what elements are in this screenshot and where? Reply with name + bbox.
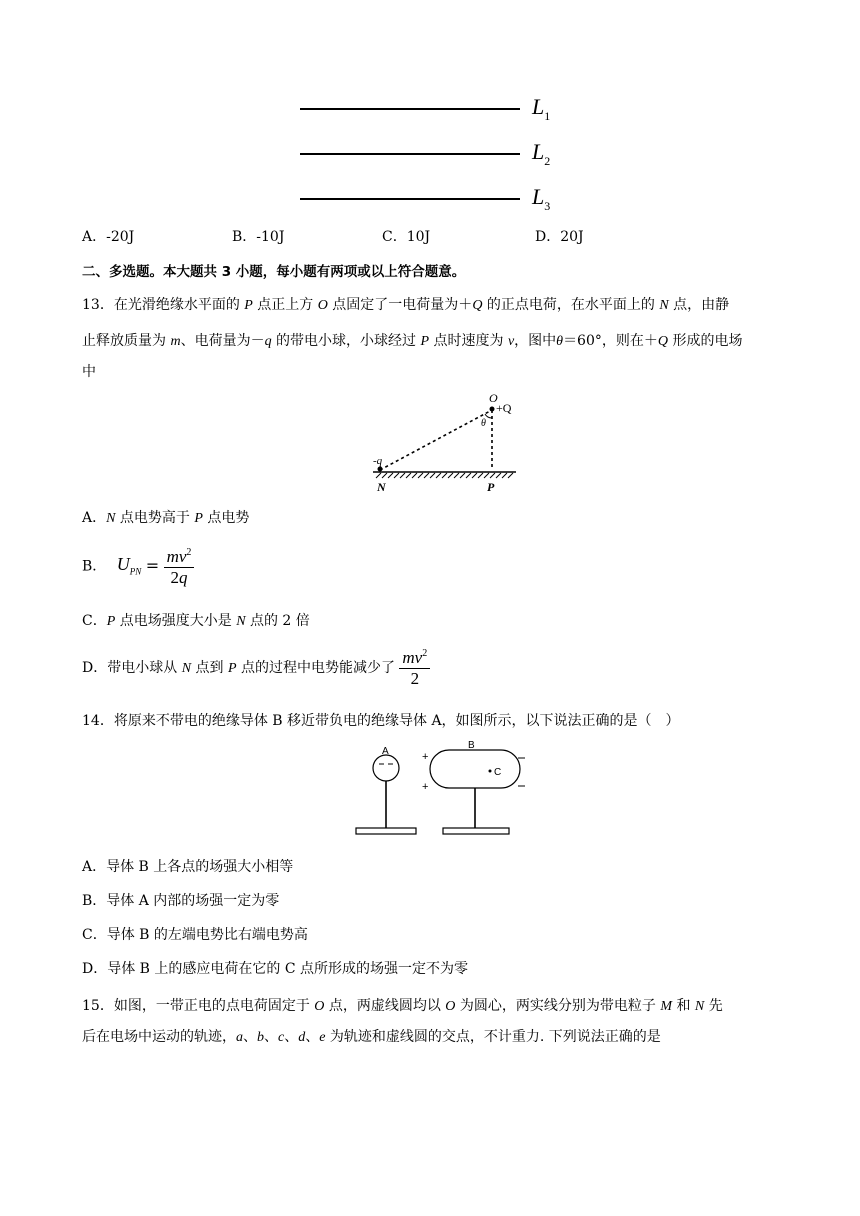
label-theta: θ [481,418,486,429]
label-l1: $L_1$ [532,94,551,123]
fraction-mv2-over-2q: $\frac{mv^2}{2q}$ [164,543,195,588]
parallel-lines-figure [290,90,530,220]
q14-figure [350,740,540,842]
q13-stem-line2: 止释放质量为 m、电荷量为－q 的带电小球，小球经过 P 点时速度为 v，图中θ＝60°，则在＋Q 形成的电场 [82,333,743,349]
label-l3: $L_3$ [532,184,551,213]
b-plus-bottom: + [422,781,429,793]
point-o-charge [490,407,495,412]
fraction-mv2-over-2: $\frac{mv^2}{2}$ [399,644,430,689]
label-l2: $L_2$ [532,139,551,168]
q15-stem-line1: 15．如图，一带正电的点电荷固定于 O 点，两虚线圆均以 O 为圆心，两实线分别为带电粒子 M 和 N 先 [82,998,723,1014]
q12-option-d[interactable]: D．20J [535,229,584,245]
q13-option-a[interactable]: A．N 点电势高于 P 点电势 [82,510,250,526]
ground-hatch [376,473,513,478]
q13-option-d[interactable]: D．带电小球从 N 点到 P 点的过程中电势能减少了 $\frac{mv^2}{2}$ [82,644,430,689]
ball-minus-q [378,467,383,472]
label-minus-q: -q [373,455,383,467]
conductor-b [430,750,520,788]
section-heading: 二、多选题。本大题共 3 小题，每小题有两项或以上符合题意。 [82,264,466,280]
label-plus-q: +Q [496,401,512,415]
q12-option-a[interactable]: A．-20J [82,229,135,245]
q13-stem-line1: 13．在光滑绝缘水平面的 P 点正上方 O 点固定了一电荷量为＋Q 的正点电荷，在水平面上的 N 点，由静 [82,297,730,313]
label-o: O [489,391,498,405]
point-c-dot [489,770,492,773]
label-a: A [382,746,389,757]
q13-option-b[interactable]: B． $U_{PN}$ = $\frac{mv^2}{2q}$ [82,543,194,588]
q14-stem: 14．将原来不带电的绝缘导体 B 移近带负电的绝缘导体 A，如图所示，以下说法正确的是（ ） [82,713,680,729]
q12-option-b[interactable]: B．-10J [232,229,285,245]
q15-stem-line2: 后在电场中运动的轨迹，a、b、c、d、e 为轨迹和虚线圆的交点，不计重力. 下列说法正确的是 [82,1029,661,1045]
label-c: C [494,767,502,778]
stand-b-base [443,828,509,834]
u-pn-symbol: $U_{PN}$ [116,554,142,577]
b-plus-top: + [422,751,429,763]
q14-option-c[interactable]: C．导体 B 的左端电势比右端电势高 [82,927,308,943]
line-n-to-o [380,410,492,470]
q14-option-b[interactable]: B．导体 A 内部的场强一定为零 [82,893,280,909]
q14-option-a[interactable]: A．导体 B 上各点的场强大小相等 [82,859,294,875]
theta-arc [485,414,492,418]
q13-option-c[interactable]: C．P 点电场强度大小是 N 点的 2 倍 [82,613,310,629]
q13-figure [368,390,528,500]
q14-option-d[interactable]: D．导体 B 上的感应电荷在它的 C 点所形成的场强一定不为零 [82,961,469,977]
label-b: B [468,740,475,751]
label-p: P [487,480,495,494]
stand-a-base [356,828,416,834]
q13-stem-line3: 中 [82,364,96,380]
label-n: N [377,480,386,494]
conductor-a [373,755,399,781]
q12-option-c[interactable]: C．10J [382,229,431,245]
